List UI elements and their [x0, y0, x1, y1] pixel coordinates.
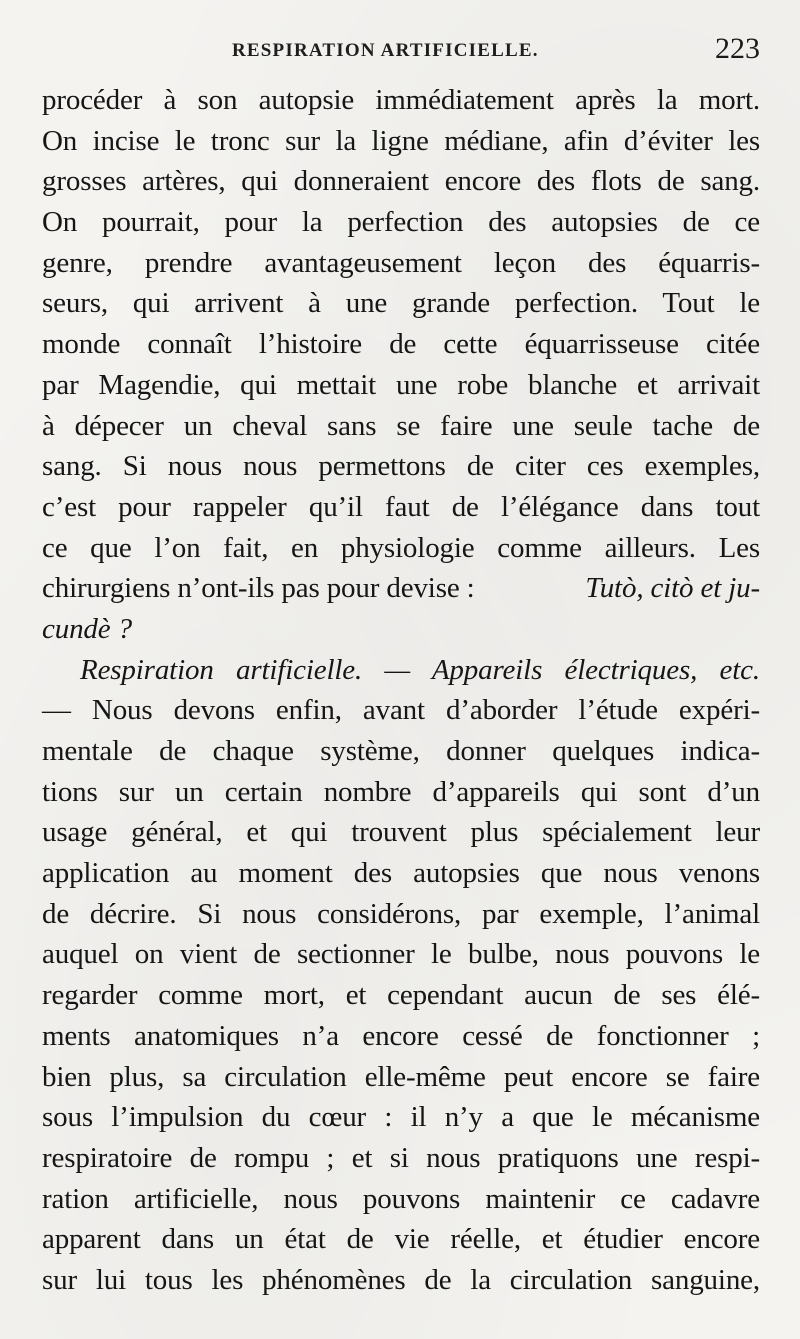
text-line: sur lui tous les phénomènes de la circulation sanguine, [42, 1263, 760, 1296]
text-line: On incise le tronc sur la ligne médiane, afin d’éviter les [42, 124, 760, 157]
text-line [42, 609, 760, 650]
text-line: seurs, qui arrivent à une grande perfection. Tout le [42, 287, 760, 320]
text-line: bien plus, sa circulation elle-même peut encore se faire [42, 1060, 760, 1093]
text-line: apparent dans un état de vie réelle, et étudier encore [42, 1223, 760, 1256]
text-line: de décrire. Si nous considérons, par exemple, l’animal [42, 897, 760, 930]
page-header [42, 30, 760, 70]
text-line: ments anatomiques n’a encore cessé de fonctionner ; [42, 1019, 760, 1052]
text-span-italic: Tutò, citò et ju- [585, 572, 760, 605]
page-number: 223 [715, 32, 760, 65]
running-head: RESPIRATION ARTIFICIELLE. [232, 40, 539, 61]
page-body [42, 80, 760, 1301]
text-line: ration artificielle, nous pouvons maintenir ce cadavre [42, 1182, 760, 1215]
text-span-italic: cundè ? [42, 612, 132, 645]
text-line: sous l’impulsion du cœur : il n’y a que le mécanisme [42, 1101, 760, 1134]
text-line: grosses artères, qui donneraient encore des flots de sang. [42, 165, 760, 198]
text-line: genre, prendre avantageusement leçon des équarris- [42, 246, 760, 279]
text-line: par Magendie, qui mettait une robe blanche et arrivait [42, 368, 760, 401]
text-line: mentale de chaque système, donner quelques indica- [42, 735, 760, 767]
section-heading-line: Respiration artificielle. — Appareils électriques, etc. [80, 653, 760, 686]
text-line: respiratoire de rompu ; et si nous pratiquons une respi- [42, 1141, 760, 1174]
text-line: auquel on vient de sectionner le bulbe, nous pouvons le [42, 938, 760, 971]
text-line [42, 568, 760, 609]
text-line: regarder comme mort, et cependant aucun de ses élé- [42, 979, 760, 1012]
text-line: procéder à son autopsie immédiatement après la mort. [42, 84, 760, 116]
text-line: — Nous devons enfin, avant d’aborder l’étude expéri- [42, 694, 760, 727]
text-line: sang. Si nous nous permettons de citer ces exemples, [42, 450, 760, 483]
text-line: application au moment des autopsies que nous venons [42, 857, 760, 890]
text-line: à dépecer un cheval sans se faire une seule tache de [42, 409, 760, 442]
text-line: usage général, et qui trouvent plus spécialement leur [42, 816, 760, 849]
text-line: c’est pour rappeler qu’il faut de l’élégance dans tout [42, 490, 760, 523]
text-line: tions sur un certain nombre d’appareils qui sont d’un [42, 775, 760, 808]
text-line: ce que l’on fait, en physiologie comme ailleurs. Les [42, 531, 760, 564]
text-line: On pourrait, pour la perfection des autopsies de ce [42, 206, 760, 239]
text-line: monde connaît l’histoire de cette équarrisseuse citée [42, 328, 760, 361]
text-span-roman: chirurgiens n’ont-ils pas pour devise : [42, 572, 475, 605]
